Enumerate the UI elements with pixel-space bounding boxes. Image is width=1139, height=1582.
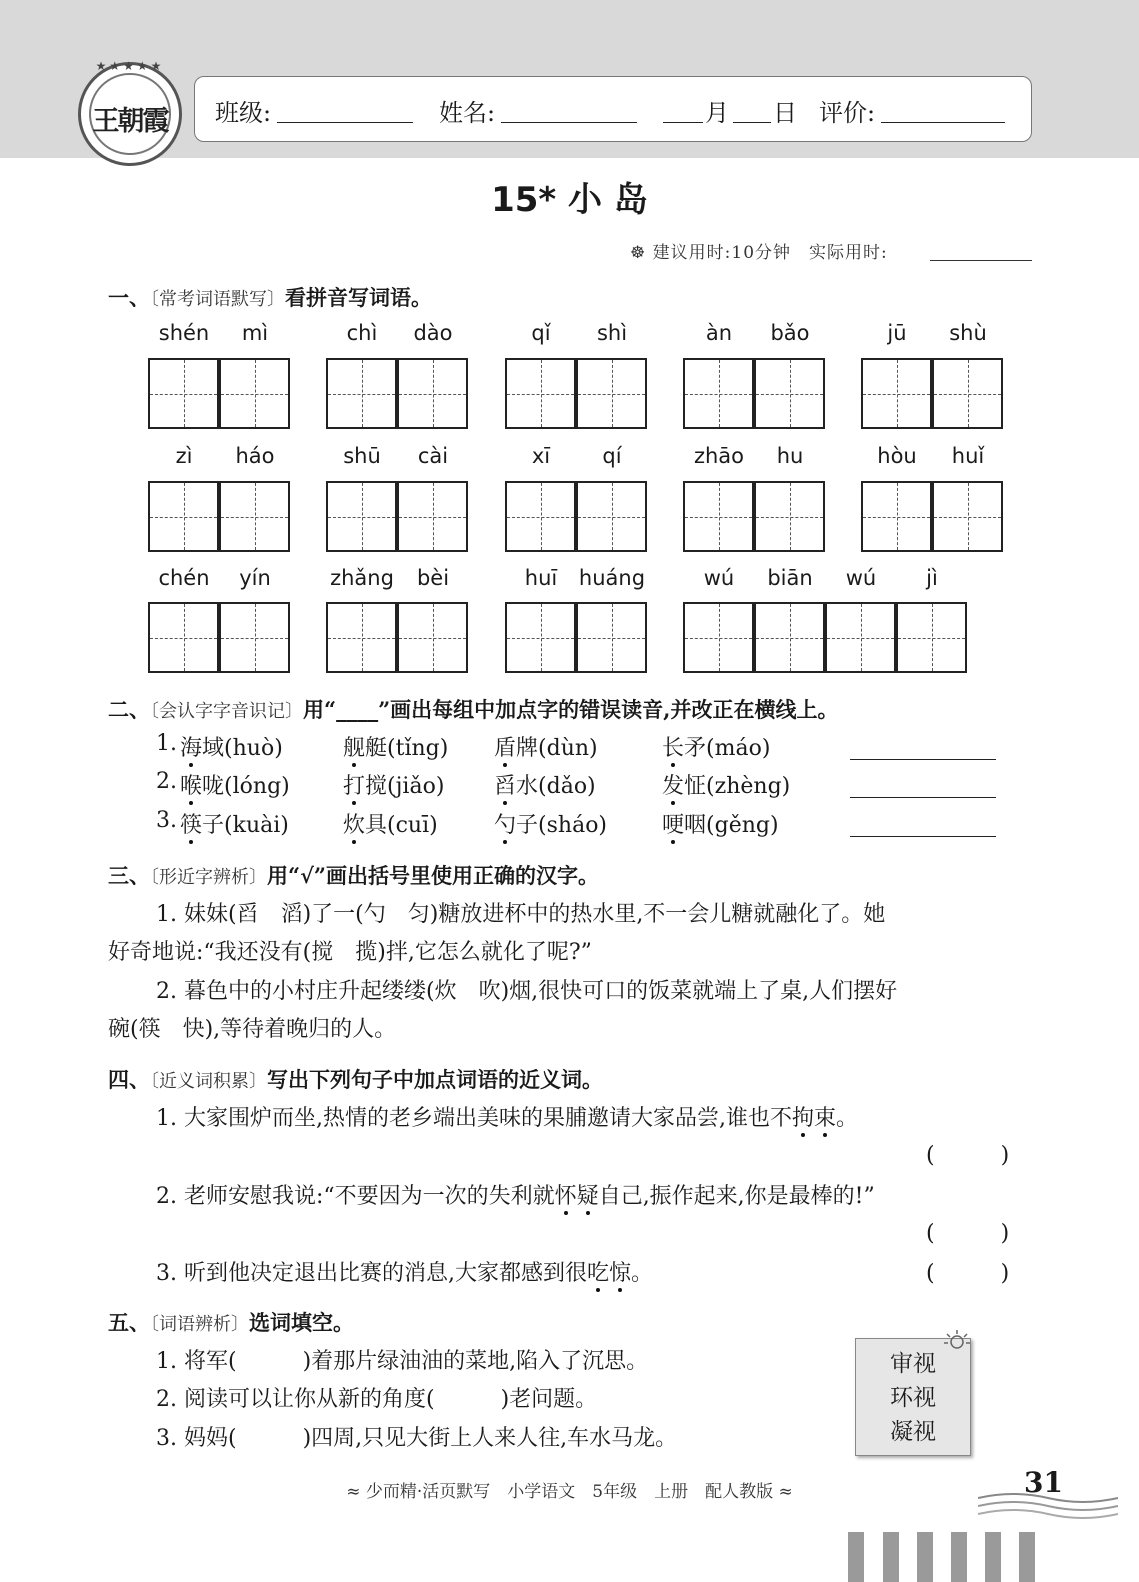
pinyin-label: zì <box>175 444 193 468</box>
hanzi-char: 舀 <box>494 774 517 799</box>
day-label: 日 <box>773 99 797 127</box>
pinyin-label: shì <box>596 321 628 345</box>
hanzi-char: 怔 <box>684 774 707 799</box>
pinyin-text: (sháo) <box>538 813 608 838</box>
dotted-word: 吃惊 <box>586 1261 632 1286</box>
word-with-pinyin <box>343 808 438 839</box>
word-with-pinyin <box>662 731 770 762</box>
hanzi-char: 子 <box>516 813 539 838</box>
month-field[interactable] <box>663 122 703 123</box>
pinyin-text: (zhèng) <box>706 774 791 799</box>
hanzi-char: 勺 <box>494 813 517 838</box>
page-title: 15* 小 岛 <box>491 180 648 220</box>
pinyin-label: huáng <box>578 566 646 590</box>
s4-question-3: 3. 听到他决定退出比赛的消息,大家都感到很吃惊。 <box>156 1261 654 1286</box>
pinyin-label: cài <box>417 444 449 468</box>
s4-answer-3[interactable]: ( ) <box>926 1261 1010 1286</box>
choice-word: 审视 <box>890 1351 936 1377</box>
pinyin-text: (lóng) <box>224 774 290 799</box>
clock-icon: ☸ <box>630 243 647 263</box>
section-3-title: 三、〔形近字辨析〕用“√”画出括号里使用正确的汉字。 <box>108 863 599 888</box>
hanzi-char: 盾 <box>494 736 517 761</box>
pinyin-text: (huò) <box>224 736 283 761</box>
footer-stripe <box>848 1532 864 1582</box>
hanzi-char: 打 <box>343 774 366 799</box>
hanzi-char: 哽 <box>662 813 685 838</box>
correction-line[interactable] <box>850 759 996 760</box>
pinyin-text: (jiǎo) <box>387 774 445 799</box>
row-number: 2. <box>156 769 177 794</box>
row-number: 1. <box>156 731 177 756</box>
hanzi-char: 海 <box>180 736 203 761</box>
s3-para-1b: 好奇地说:“我还没有(搅 揽)拌,它怎么就化了呢?” <box>108 940 592 965</box>
actual-time-field[interactable] <box>930 260 1032 261</box>
pinyin-label: wú <box>845 566 877 590</box>
hanzi-char: 筷 <box>180 813 203 838</box>
rating-field[interactable] <box>881 122 1005 123</box>
class-field[interactable] <box>277 122 413 123</box>
character-box[interactable] <box>219 481 290 552</box>
footer-stripe <box>1019 1532 1035 1582</box>
choice-word: 环视 <box>890 1385 936 1411</box>
time-hint <box>630 238 888 263</box>
pinyin-label: chì <box>346 321 378 345</box>
character-box[interactable] <box>505 602 576 673</box>
s3-para-1a: 1. 妹妹(舀 滔)了一(勺 匀)糖放进杯中的热水里,不一会儿糖就融化了。她 <box>156 902 886 927</box>
logo-text: 王朝霞 <box>92 106 168 137</box>
pinyin-label: háo <box>235 444 275 468</box>
character-box[interactable] <box>861 481 932 552</box>
character-box[interactable] <box>326 358 397 429</box>
pinyin-text: (gěng) <box>706 813 779 838</box>
section-4-title: 四、〔近义词积累〕写出下列句子中加点词语的近义词。 <box>108 1067 603 1092</box>
character-box[interactable] <box>326 481 397 552</box>
footer-stripe <box>985 1532 1001 1582</box>
pinyin-label: bǎo <box>770 321 810 345</box>
pinyin-label: biān <box>767 566 813 590</box>
character-box[interactable] <box>397 358 468 429</box>
character-box[interactable] <box>932 358 1003 429</box>
pinyin-label: hòu <box>877 444 917 468</box>
pinyin-label: shū <box>343 444 381 468</box>
word-with-pinyin <box>662 769 790 800</box>
hanzi-char: 咽 <box>684 813 707 838</box>
pinyin-label: qǐ <box>531 321 551 345</box>
pinyin-text: (dùn) <box>538 736 598 761</box>
row-number: 3. <box>156 808 177 833</box>
footer-stripe <box>917 1532 933 1582</box>
pinyin-text: (cuī) <box>387 813 438 838</box>
character-box[interactable] <box>683 602 754 673</box>
pinyin-label: jū <box>887 321 907 345</box>
section-1-title: 一、〔常考词语默写〕看拼音写词语。 <box>108 285 432 310</box>
rating-label: 评价: <box>819 99 876 127</box>
pinyin-label: jì <box>926 566 938 590</box>
pinyin-label: wú <box>703 566 735 590</box>
day-field[interactable] <box>733 122 771 123</box>
word-with-pinyin <box>343 769 444 800</box>
s5-question-1: 1. 将军( )着那片绿油油的菜地,陷入了沉思。 <box>156 1349 649 1374</box>
character-box[interactable] <box>576 358 647 429</box>
word-with-pinyin <box>494 769 596 800</box>
hanzi-char: 具 <box>365 813 388 838</box>
section-2-title: 二、〔会认字字音识记〕用“____”画出每组中加点字的错误读音,并改正在横线上。 <box>108 697 839 722</box>
character-box[interactable] <box>505 481 576 552</box>
character-box[interactable] <box>576 602 647 673</box>
hanzi-char: 喉 <box>180 774 203 799</box>
hanzi-char: 长 <box>662 736 685 761</box>
character-box[interactable] <box>148 602 219 673</box>
character-box[interactable] <box>219 602 290 673</box>
pinyin-label: hu <box>776 444 804 468</box>
word-with-pinyin <box>343 731 448 762</box>
character-box[interactable] <box>397 602 468 673</box>
word-with-pinyin <box>494 808 607 839</box>
footer-text: ≈ 少而精·活页默写 小学语文 5年级 上册 配人教版 ≈ <box>346 1482 793 1502</box>
pinyin-text: (dǎo) <box>538 774 596 799</box>
character-box[interactable] <box>825 602 896 673</box>
s4-question-2: 2. 老师安慰我说:“不要因为一次的失利就怀疑自己,振作起来,你是最棒的!” <box>156 1184 875 1209</box>
word-with-pinyin <box>180 769 290 800</box>
character-box[interactable] <box>754 602 825 673</box>
pinyin-label: dào <box>413 321 453 345</box>
word-with-pinyin <box>494 731 598 762</box>
brand-logo: ★★★★★ 王朝霞 <box>78 62 182 166</box>
s4-answer-1[interactable]: ( ) <box>926 1143 1010 1168</box>
hanzi-char: 域 <box>202 736 225 761</box>
pinyin-label: shén <box>158 321 210 345</box>
character-box[interactable] <box>683 358 754 429</box>
character-box[interactable] <box>326 602 397 673</box>
pinyin-text: (tǐng) <box>387 736 449 761</box>
s4-question-1: 1. 大家围炉而坐,热情的老乡端出美味的果脯邀请大家品尝,谁也不拘束。 <box>156 1106 859 1131</box>
word-with-pinyin <box>662 808 779 839</box>
page-number: 31 <box>1024 1466 1063 1499</box>
pinyin-label: mì <box>241 321 269 345</box>
name-field[interactable] <box>501 122 637 123</box>
correction-line[interactable] <box>850 836 996 837</box>
hanzi-char: 矛 <box>684 736 707 761</box>
pinyin-label: zhǎng <box>330 566 394 590</box>
hanzi-char: 咙 <box>202 774 225 799</box>
character-box[interactable] <box>754 358 825 429</box>
section-5-title: 五、〔词语辨析〕选词填空。 <box>108 1310 354 1335</box>
word-with-pinyin <box>180 808 289 839</box>
month-label: 月 <box>705 99 729 127</box>
pinyin-text: (kuài) <box>224 813 289 838</box>
character-box[interactable] <box>148 481 219 552</box>
hanzi-char: 舰 <box>343 736 366 761</box>
footer-stripe <box>883 1532 899 1582</box>
choice-word: 凝视 <box>890 1419 936 1445</box>
pinyin-label: zhāo <box>693 444 745 468</box>
pinyin-label: huī <box>524 566 558 590</box>
hanzi-char: 炊 <box>343 813 366 838</box>
character-box[interactable] <box>397 481 468 552</box>
hanzi-char: 发 <box>662 774 685 799</box>
character-box[interactable] <box>896 602 967 673</box>
pinyin-label: yín <box>239 566 271 590</box>
hanzi-char: 水 <box>516 774 539 799</box>
hanzi-char: 牌 <box>516 736 539 761</box>
lightbulb-icon <box>941 1326 973 1356</box>
pinyin-label: chén <box>158 566 210 590</box>
character-box[interactable] <box>683 481 754 552</box>
footer-stripe <box>951 1532 967 1582</box>
hanzi-char: 搅 <box>365 774 388 799</box>
character-box[interactable] <box>576 481 647 552</box>
name-label: 姓名: <box>439 99 496 127</box>
character-box[interactable] <box>505 358 576 429</box>
dotted-word: 怀疑 <box>554 1184 599 1209</box>
wave-decoration-icon <box>978 1490 1118 1522</box>
pinyin-label: àn <box>705 321 733 345</box>
pinyin-label: qí <box>602 444 622 468</box>
hanzi-char: 艇 <box>365 736 388 761</box>
s5-question-2: 2. 阅读可以让你从新的角度( )老问题。 <box>156 1387 598 1412</box>
s5-question-3: 3. 妈妈( )四周,只见大街上人来人往,车水马龙。 <box>156 1426 678 1451</box>
character-box[interactable] <box>219 358 290 429</box>
dotted-word: 拘束 <box>791 1106 837 1131</box>
correction-line[interactable] <box>850 797 996 798</box>
pinyin-label: huǐ <box>951 444 985 468</box>
student-info-box <box>194 76 1032 142</box>
character-box[interactable] <box>932 481 1003 552</box>
pinyin-label: xī <box>531 444 551 468</box>
pinyin-label: bèi <box>416 566 450 590</box>
character-box[interactable] <box>861 358 932 429</box>
class-label: 班级: <box>215 99 272 127</box>
hanzi-char: 子 <box>202 813 225 838</box>
word-with-pinyin <box>180 731 283 762</box>
pinyin-label: shù <box>949 321 987 345</box>
pinyin-text: (máo) <box>706 736 771 761</box>
s4-answer-2[interactable]: ( ) <box>926 1221 1010 1246</box>
s3-para-2a: 2. 暮色中的小村庄升起缕缕(炊 吹)烟,很快可口的饭菜就端上了桌,人们摆好 <box>156 979 898 1004</box>
s3-para-2b: 碗(筷 快),等待着晚归的人。 <box>108 1017 397 1042</box>
time-hint-text: 建议用时:10分钟 实际用时: <box>652 243 888 263</box>
character-box[interactable] <box>148 358 219 429</box>
character-box[interactable] <box>754 481 825 552</box>
